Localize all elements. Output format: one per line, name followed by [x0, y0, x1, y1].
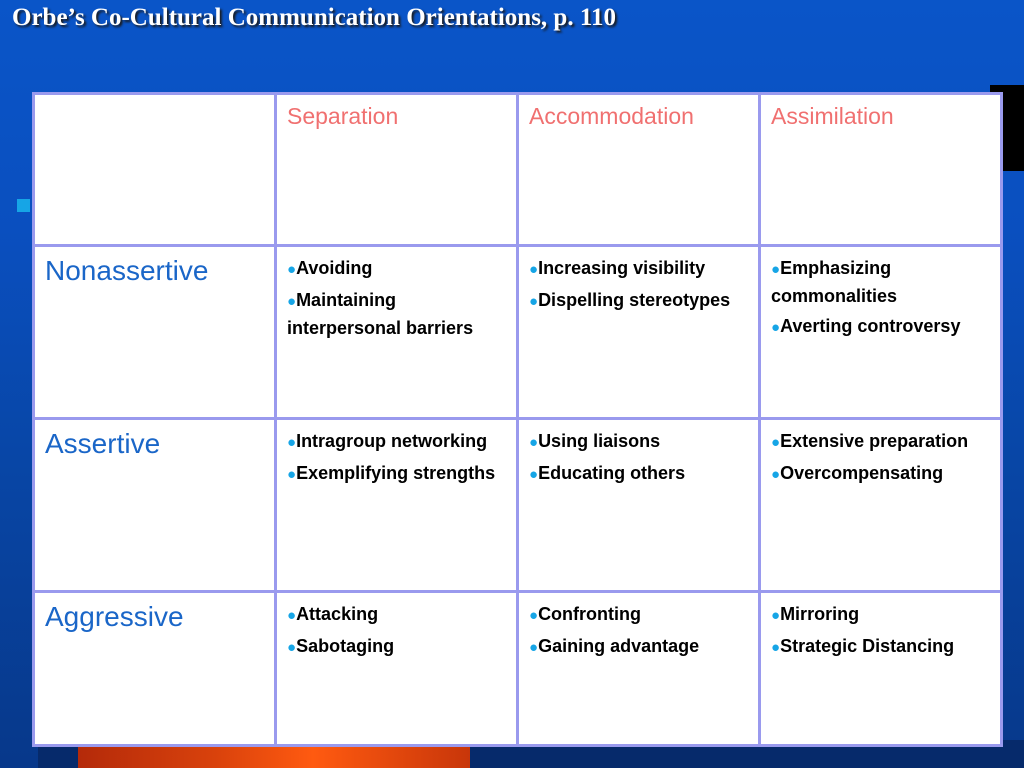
strategy-text: Strategic Distancing	[780, 636, 955, 656]
bullet-icon: ●	[529, 607, 539, 624]
list-item	[771, 633, 990, 661]
list-item	[529, 428, 748, 456]
list-item	[287, 255, 506, 283]
strategy-list	[287, 255, 506, 341]
list-item	[287, 633, 506, 661]
strategy-text: Extensive preparation	[780, 431, 969, 451]
bullet-icon: ●	[529, 261, 539, 278]
bullet-icon: ●	[287, 639, 297, 656]
strategy-text: Maintaining interpersonal barriers	[287, 290, 474, 338]
list-item	[529, 633, 748, 661]
table-cell	[760, 419, 1002, 592]
strategy-list	[771, 255, 990, 341]
strategy-text: Dispelling stereotypes	[538, 290, 731, 310]
table-cell	[276, 246, 518, 419]
decorative-square	[17, 199, 30, 212]
bullet-icon: ●	[287, 607, 297, 624]
list-item	[287, 287, 506, 341]
strategy-list	[771, 601, 990, 661]
table-row	[34, 246, 1002, 419]
strategy-list	[529, 255, 748, 315]
strategy-text: Attacking	[296, 604, 379, 624]
table-cell	[518, 419, 760, 592]
list-item	[771, 428, 990, 456]
strategy-list	[287, 428, 506, 488]
list-item	[771, 313, 990, 341]
table-row	[34, 592, 1002, 746]
strategy-text: Using liaisons	[538, 431, 661, 451]
list-item	[287, 460, 506, 488]
bullet-icon: ●	[287, 466, 297, 483]
row-header-nonassertive: Nonassertive	[34, 246, 276, 419]
strategy-text: Confronting	[538, 604, 642, 624]
list-item	[529, 255, 748, 283]
table-cell	[276, 419, 518, 592]
strategy-text: Avoiding	[296, 258, 373, 278]
row-header-aggressive: Aggressive	[34, 592, 276, 746]
bullet-icon: ●	[529, 639, 539, 656]
slide-title: Orbe’s Co-Cultural Communication Orientations, p. 110	[12, 4, 616, 31]
strategy-list	[529, 601, 748, 661]
table-cell	[760, 592, 1002, 746]
bullet-icon: ●	[529, 466, 539, 483]
bullet-icon: ●	[771, 261, 781, 278]
column-header-assimilation: Assimilation	[760, 94, 1002, 246]
strategy-text: Averting controversy	[780, 316, 961, 336]
row-header-assertive: Assertive	[34, 419, 276, 592]
strategy-text: Overcompensating	[780, 463, 944, 483]
list-item	[529, 287, 748, 315]
list-item	[529, 460, 748, 488]
list-item	[287, 601, 506, 629]
corner-cell	[34, 94, 276, 246]
bullet-icon: ●	[771, 639, 781, 656]
list-item	[771, 460, 990, 488]
strategy-text: Intragroup networking	[296, 431, 488, 451]
list-item	[771, 601, 990, 629]
strategy-list	[287, 601, 506, 661]
strategy-list	[529, 428, 748, 488]
table-cell	[518, 592, 760, 746]
bullet-icon: ●	[529, 293, 539, 310]
strategy-text: Educating others	[538, 463, 686, 483]
strategy-text: Gaining advantage	[538, 636, 700, 656]
table-row	[34, 419, 1002, 592]
table-cell	[518, 246, 760, 419]
strategy-text: Sabotaging	[296, 636, 395, 656]
table-cell	[276, 592, 518, 746]
list-item	[529, 601, 748, 629]
bullet-icon: ●	[771, 607, 781, 624]
strategy-text: Emphasizing commonalities	[771, 258, 898, 306]
strategy-text: Increasing visibility	[538, 258, 706, 278]
column-header-accommodation: Accommodation	[518, 94, 760, 246]
list-item	[771, 255, 990, 309]
bullet-icon: ●	[771, 319, 781, 336]
strategy-text: Exemplifying strengths	[296, 463, 496, 483]
strategy-text: Mirroring	[780, 604, 860, 624]
bullet-icon: ●	[287, 261, 297, 278]
orientations-table	[32, 92, 1003, 747]
bullet-icon: ●	[287, 434, 297, 451]
bullet-icon: ●	[771, 434, 781, 451]
bullet-icon: ●	[287, 293, 297, 310]
table-cell	[760, 246, 1002, 419]
bullet-icon: ●	[771, 466, 781, 483]
column-header-separation: Separation	[276, 94, 518, 246]
header-row	[34, 94, 1002, 246]
list-item	[287, 428, 506, 456]
bullet-icon: ●	[529, 434, 539, 451]
strategy-list	[771, 428, 990, 488]
